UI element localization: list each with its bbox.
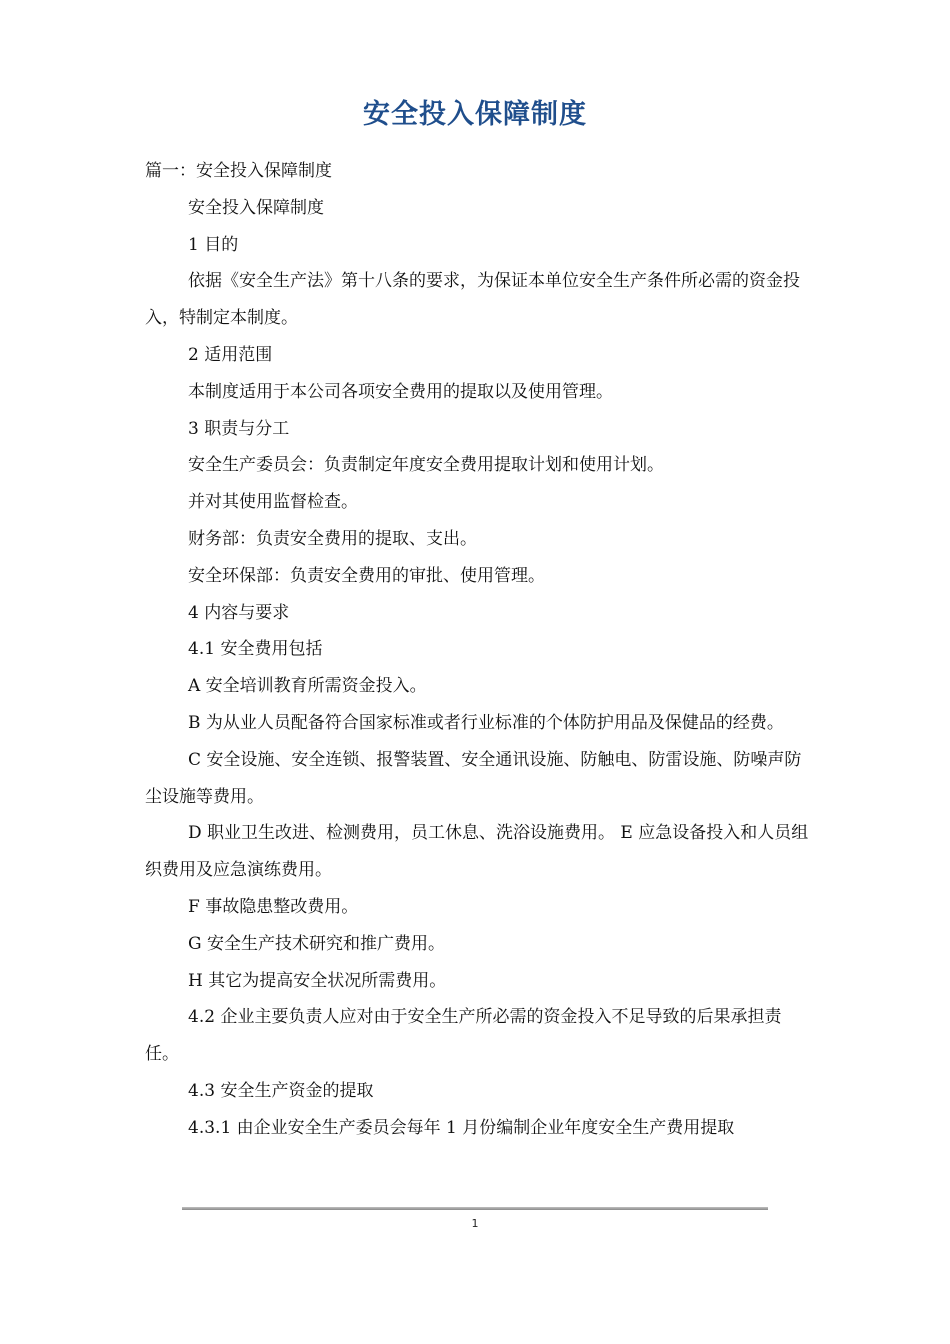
paragraph: F 事故隐患整改费用。	[188, 896, 359, 917]
footer-divider	[182, 1207, 768, 1210]
paragraph: 4 内容与要求	[188, 602, 290, 623]
paragraph: 依据《安全生产法》第十八条的要求，为保证本单位安全生产条件所必需的资金投入，特制定本制度。	[145, 271, 800, 329]
paragraph: G 安全生产技术研究和推广费用。	[188, 933, 445, 954]
paragraph: H 其它为提高安全状况所需费用。	[188, 970, 447, 991]
document-title: 安全投入保障制度	[363, 99, 587, 130]
paragraph: 并对其使用监督检查。	[188, 492, 358, 513]
paragraph: 安全投入保障制度	[188, 197, 324, 218]
paragraph: 安全生产委员会：负责制定年度安全费用提取计划和使用计划。	[188, 455, 664, 476]
paragraph: 4.2 企业主要负责人应对由于安全生产所必需的资金投入不足导致的后果承担责任。	[145, 1007, 782, 1065]
paragraph: 2 适用范围	[188, 344, 273, 365]
paragraph: C 安全设施、安全连锁、报警装置、安全通讯设施、防触电、防雷设施、防噪声防尘设施等费用。	[145, 749, 802, 807]
paragraph: 4.3.1 由企业安全生产委员会每年 1 月份编制企业年度安全生产费用提取	[188, 1117, 735, 1138]
paragraph: 3 职责与分工	[188, 418, 290, 439]
paragraph: 本制度适用于本公司各项安全费用的提取以及使用管理。	[188, 381, 613, 402]
paragraph: 4.1 安全费用包括	[188, 639, 323, 660]
page-number: 1	[471, 1217, 479, 1230]
paragraph: D 职业卫生改进、检测费用，员工休息、洗浴设施费用。 E 应急设备投入和人员组织费用及应急演练费用。	[145, 823, 809, 881]
section-heading: 篇一：安全投入保障制度	[145, 161, 332, 181]
paragraph: 4.3 安全生产资金的提取	[188, 1080, 374, 1101]
paragraph: 安全环保部：负责安全费用的审批、使用管理。	[188, 565, 545, 586]
document-body	[145, 153, 810, 1147]
paragraph: 财务部：负责安全费用的提取、支出。	[188, 528, 477, 549]
paragraph: B 为从业人员配备符合国家标准或者行业标准的个体防护用品及保健品的经费。	[188, 712, 784, 733]
paragraph: 1 目的	[188, 234, 239, 255]
paragraph: A 安全培训教育所需资金投入。	[188, 676, 427, 697]
